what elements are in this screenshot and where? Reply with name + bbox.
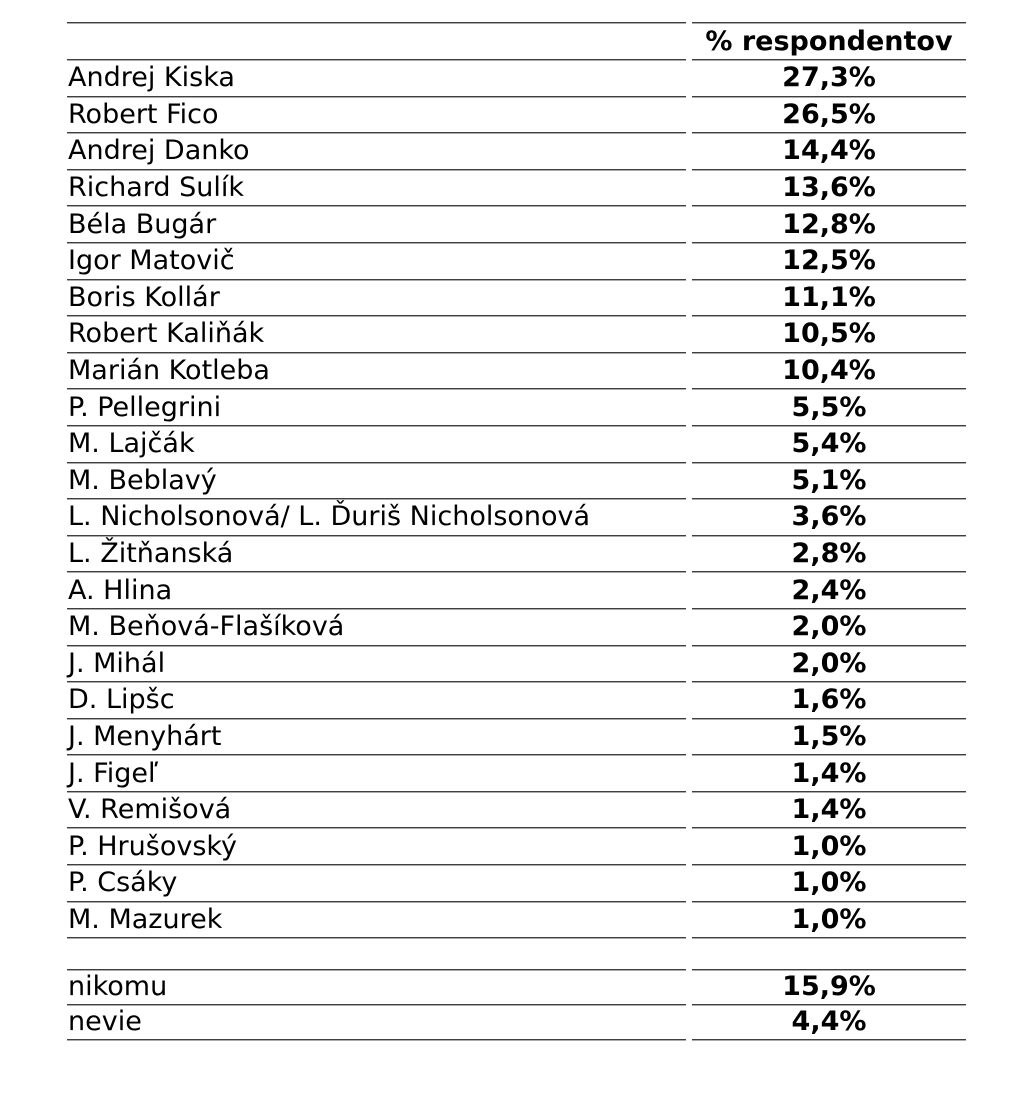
table-row — [67, 133, 966, 170]
row-value-label: 2,0% — [791, 647, 867, 679]
table-row — [67, 353, 966, 390]
row-name-label: M. Lajčák — [68, 428, 195, 460]
row-value-cell — [692, 280, 966, 317]
header-value-cell — [692, 23, 966, 60]
row-value-label: 5,1% — [791, 464, 867, 496]
table-row — [67, 682, 966, 719]
table-row — [67, 499, 966, 536]
row-value-label: 1,4% — [791, 757, 867, 789]
row-value-label: 11,1% — [782, 281, 876, 313]
row-value-label: 2,4% — [791, 574, 867, 606]
row-value-label: 13,6% — [782, 172, 876, 204]
row-name-cell — [67, 536, 686, 573]
row-value-label: 12,8% — [782, 208, 876, 240]
table-row — [67, 536, 966, 573]
row-value-cell — [692, 353, 966, 390]
table-row — [67, 389, 966, 426]
row-name-cell — [67, 646, 686, 683]
row-name-cell — [67, 170, 686, 207]
row-value-cell — [692, 719, 966, 756]
row-name-label: Robert Fico — [68, 98, 219, 130]
row-name-cell — [67, 970, 686, 1005]
row-name-label: Boris Kollár — [68, 281, 220, 313]
row-value-label: 5,4% — [791, 428, 867, 460]
row-name-label: M. Mazurek — [68, 903, 223, 935]
row-name-label: Marián Kotleba — [68, 355, 270, 386]
row-value-cell — [692, 792, 966, 829]
table-row — [67, 206, 966, 243]
table-row — [67, 970, 966, 1005]
spacer-right-cell — [692, 938, 966, 970]
table-row — [67, 792, 966, 829]
table-row — [67, 609, 966, 646]
row-value-label: 1,0% — [791, 830, 867, 862]
row-value-label: 1,4% — [791, 794, 867, 826]
table-row — [67, 243, 966, 280]
table-row — [67, 755, 966, 792]
row-name-label: L. Nicholsonová/ L. Ďuriš Nicholsonová — [68, 501, 591, 533]
table-row — [67, 902, 966, 939]
row-value-label: 3,6% — [791, 501, 867, 533]
row-value-cell — [692, 609, 966, 646]
table-row — [67, 463, 966, 500]
table-spacer-row — [67, 938, 966, 970]
table-row — [67, 646, 966, 683]
row-name-cell — [67, 755, 686, 792]
row-name-cell — [67, 353, 686, 390]
row-name-label: J. Mihál — [68, 647, 166, 679]
row-name-label: Andrej Danko — [68, 135, 250, 167]
row-name-label: Andrej Kiska — [68, 62, 235, 94]
table-body — [67, 60, 966, 938]
row-name-label: nikomu — [68, 970, 168, 1002]
row-name-cell — [67, 389, 686, 426]
row-name-label: V. Remišová — [68, 794, 232, 826]
row-name-label: P. Pellegrini — [68, 391, 222, 423]
row-value-cell — [692, 828, 966, 865]
row-value-cell — [692, 426, 966, 463]
row-name-label: L. Žitňanská — [68, 537, 234, 569]
row-name-cell — [67, 60, 686, 97]
row-value-label: 1,0% — [791, 903, 867, 935]
row-value-label: 10,4% — [782, 355, 876, 386]
table-row — [67, 280, 966, 317]
row-value-label: 1,0% — [791, 867, 867, 899]
row-name-label: nevie — [68, 1005, 142, 1037]
row-value-label: 10,5% — [782, 318, 876, 350]
row-name-cell — [67, 719, 686, 756]
row-value-cell — [692, 243, 966, 280]
row-value-cell — [692, 170, 966, 207]
header-value-label: % respondentov — [705, 25, 953, 57]
row-name-cell — [67, 463, 686, 500]
table-row — [67, 865, 966, 902]
row-name-label: Béla Bugár — [68, 208, 217, 240]
row-name-cell — [67, 97, 686, 134]
row-name-label: P. Hrušovský — [68, 830, 238, 862]
row-value-label: 15,9% — [782, 970, 876, 1002]
row-name-cell — [67, 280, 686, 317]
row-value-cell — [692, 572, 966, 609]
row-value-cell — [692, 463, 966, 500]
table-row — [67, 60, 966, 97]
row-value-label: 27,3% — [782, 62, 876, 94]
row-value-label: 14,4% — [782, 135, 876, 167]
row-name-cell — [67, 609, 686, 646]
row-value-cell — [692, 536, 966, 573]
table-row — [67, 170, 966, 207]
row-value-label: 5,5% — [791, 391, 867, 423]
table-row — [67, 719, 966, 756]
row-value-cell — [692, 646, 966, 683]
row-name-label: Richard Sulík — [68, 172, 245, 204]
row-value-cell — [692, 133, 966, 170]
row-value-cell — [692, 206, 966, 243]
row-value-label: 1,5% — [791, 720, 867, 752]
row-name-cell — [67, 499, 686, 536]
row-name-cell — [67, 206, 686, 243]
row-name-label: J. Menyhárt — [68, 720, 222, 752]
row-value-cell — [692, 902, 966, 939]
row-value-cell — [692, 389, 966, 426]
row-name-cell — [67, 828, 686, 865]
row-value-cell — [692, 970, 966, 1005]
row-name-label: J. Figeľ — [68, 757, 159, 789]
row-name-label: M. Beblavý — [68, 464, 217, 496]
row-value-label: 26,5% — [782, 98, 876, 130]
row-value-cell — [692, 60, 966, 97]
row-name-label: D. Lipšc — [68, 684, 175, 716]
row-name-cell — [67, 133, 686, 170]
row-value-label: 12,5% — [782, 245, 876, 277]
table-row — [67, 426, 966, 463]
row-name-label: A. Hlina — [68, 574, 173, 606]
row-name-cell — [67, 243, 686, 280]
row-name-cell — [67, 572, 686, 609]
row-value-cell — [692, 865, 966, 902]
table-summary — [67, 970, 966, 1040]
row-value-cell — [692, 1005, 966, 1040]
row-value-label: 4,4% — [791, 1005, 867, 1037]
row-value-cell — [692, 97, 966, 134]
row-name-cell — [67, 902, 686, 939]
row-value-cell — [692, 499, 966, 536]
row-name-label: Igor Matovič — [68, 245, 235, 277]
row-name-label: Robert Kaliňák — [68, 318, 265, 350]
row-value-label: 1,6% — [791, 684, 867, 716]
row-name-label: M. Beňová-Flašíková — [68, 611, 345, 643]
row-value-cell — [692, 682, 966, 719]
table-header-row — [67, 23, 966, 60]
poll-table — [67, 22, 966, 1040]
row-value-cell — [692, 755, 966, 792]
row-value-label: 2,0% — [791, 611, 867, 643]
table-row — [67, 1005, 966, 1040]
spacer-left-cell — [67, 938, 686, 970]
row-name-cell — [67, 316, 686, 353]
row-value-cell — [692, 316, 966, 353]
row-name-cell — [67, 682, 686, 719]
table-row — [67, 828, 966, 865]
row-name-cell — [67, 426, 686, 463]
row-name-cell — [67, 792, 686, 829]
row-name-label: P. Csáky — [68, 867, 178, 899]
table-row — [67, 572, 966, 609]
table-row — [67, 97, 966, 134]
table-row — [67, 316, 966, 353]
row-name-cell — [67, 865, 686, 902]
row-value-label: 2,8% — [791, 537, 867, 569]
row-name-cell — [67, 1005, 686, 1040]
header-name-cell — [67, 23, 686, 60]
